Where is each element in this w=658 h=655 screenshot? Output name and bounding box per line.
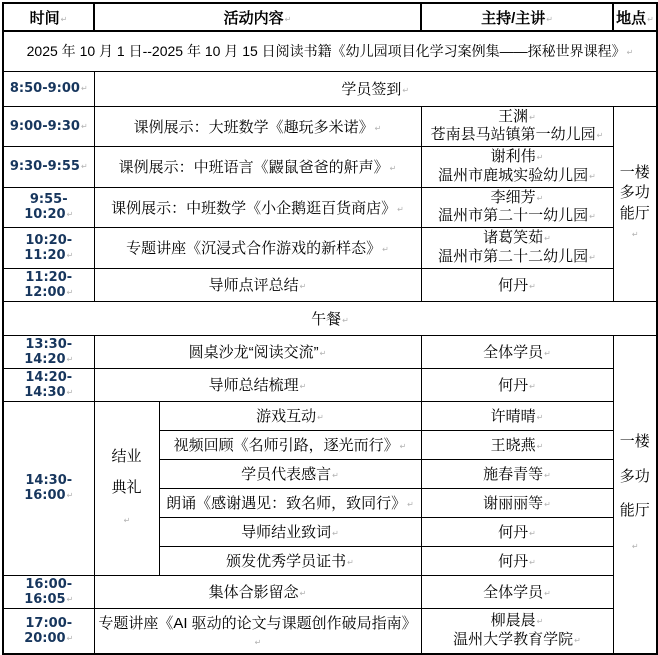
host-name: 何丹 ↵ [498, 277, 536, 294]
ceremony-label: 结业典礼 ↵ [110, 441, 143, 536]
time-text: 14:30-16:00 ↵ [24, 473, 73, 503]
header-host-label: 主持/主讲 ↵ [481, 10, 553, 27]
activity-cell [94, 71, 657, 106]
host-cell [421, 517, 613, 546]
activity-cell [159, 517, 421, 546]
time-cell [3, 268, 94, 301]
header-activity-label: 活动内容 ↵ [224, 10, 292, 27]
activity-text: 学员代表感言 ↵ [241, 466, 339, 483]
table-row-lunch [3, 301, 657, 335]
host-cell [421, 488, 613, 517]
reading-note-row [3, 31, 657, 71]
host-name: 王渊 ↵ [424, 108, 611, 127]
activity-cell [94, 268, 421, 301]
activity-text: 课例展示：中班数学《小企鹅逛百货商店》 ↵ [111, 200, 404, 217]
table-row-lesson1 [3, 106, 657, 147]
activity-text: 视频回顾《名师引路，逐光而行》 ↵ [174, 437, 407, 454]
time-text: 17:00-20:00 ↵ [24, 616, 73, 646]
activity-text: 导师结业致词 ↵ [241, 524, 339, 541]
table-row-salon [3, 335, 657, 368]
host-name: 诸葛笑茹 ↵ [424, 229, 611, 248]
time-cell [3, 335, 94, 368]
time-cell [3, 187, 94, 228]
header-activity [94, 3, 421, 31]
location-cell-morning [613, 106, 657, 301]
time-cell [3, 228, 94, 269]
activity-text: 颁发优秀学员证书 ↵ [226, 553, 354, 570]
activity-cell [94, 335, 421, 368]
activity-cell [159, 401, 421, 430]
table-row-lesson3 [3, 187, 657, 228]
time-cell [3, 71, 94, 106]
host-cell [421, 335, 613, 368]
host-name: 何丹 ↵ [498, 553, 536, 570]
activity-cell [94, 187, 421, 228]
host-cell [421, 228, 613, 269]
ceremony-label-cell [94, 401, 159, 575]
host-cell [421, 459, 613, 488]
host-cell [421, 575, 613, 608]
table-header-row [3, 3, 657, 31]
time-text: 10:20-11:20 ↵ [24, 233, 73, 263]
table-row-summary [3, 368, 657, 401]
time-cell [3, 106, 94, 147]
location-cell-afternoon [613, 335, 657, 654]
time-text: 16:00-16:05 ↵ [24, 577, 73, 607]
reading-note-text: 2025 年 10 月 1 日--2025 年 10 月 15 日阅读书籍《幼儿园项目化学习案例集——探秘世界课程》 ↵ [27, 43, 634, 59]
table-row-review [3, 268, 657, 301]
activity-text: 游戏互动 ↵ [256, 408, 324, 425]
host-cell [421, 147, 613, 188]
header-location-label: 地点 ↵ [616, 10, 654, 27]
time-text: 8:50-9:00 ↵ [10, 81, 88, 96]
time-text: 9:00-9:30 ↵ [10, 119, 88, 134]
host-cell [421, 368, 613, 401]
time-text: 9:55-10:20 ↵ [24, 192, 73, 222]
activity-text: 导师总结梳理 ↵ [209, 377, 307, 394]
host-cell [421, 430, 613, 459]
header-host [421, 3, 613, 31]
host-org: 温州市第二十二幼儿园 ↵ [424, 248, 611, 267]
host-name: 何丹 ↵ [498, 524, 536, 541]
lunch-text: 午餐 ↵ [311, 311, 349, 328]
lunch-cell [3, 301, 657, 335]
activity-cell [94, 147, 421, 188]
activity-cell [94, 368, 421, 401]
schedule-table [2, 2, 658, 655]
host-org: 温州大学教育学院 ↵ [424, 631, 611, 650]
activity-text: 朗诵《感谢遇见：致名师，致同行》 ↵ [166, 495, 414, 512]
header-location [613, 3, 657, 31]
activity-cell [94, 575, 421, 608]
reading-note-cell [3, 31, 657, 71]
host-name: 李细芳 ↵ [424, 189, 611, 208]
table-row-lecture2 [3, 608, 657, 654]
activity-text: 导师点评总结 ↵ [209, 277, 307, 294]
header-time [3, 3, 94, 31]
table-row-ceremony-1 [3, 401, 657, 430]
host-name: 全体学员 ↵ [483, 584, 551, 601]
activity-cell [94, 608, 421, 654]
host-cell [421, 268, 613, 301]
host-cell [421, 546, 613, 575]
activity-text: 学员签到 ↵ [341, 81, 409, 98]
host-cell [421, 608, 613, 654]
header-time-label: 时间 ↵ [30, 10, 68, 27]
host-cell [421, 106, 613, 147]
time-cell [3, 575, 94, 608]
host-name: 王晓燕 ↵ [491, 437, 544, 454]
activity-text: 课例展示：大班数学《趣玩多米诺》 ↵ [134, 119, 382, 136]
time-text: 9:30-9:55 ↵ [10, 159, 88, 174]
host-cell [421, 401, 613, 430]
location-text: 一楼多功能厅 ↵ [620, 164, 650, 242]
table-row-signin [3, 71, 657, 106]
activity-cell [159, 546, 421, 575]
location-text: 一楼多功能厅 ↵ [620, 433, 650, 554]
host-name: 施春青等 ↵ [483, 466, 551, 483]
activity-text: 专题讲座《AI 驱动的论文与课题创作破局指南》 ↵ [98, 615, 416, 650]
host-cell [421, 187, 613, 228]
time-cell [3, 608, 94, 654]
host-org: 温州市鹿城实验幼儿园 ↵ [424, 167, 611, 186]
activity-text: 专题讲座《沉浸式合作游戏的新样态》 ↵ [126, 240, 389, 257]
host-org: 温州市第二十一幼儿园 ↵ [424, 207, 611, 226]
table-row-photo [3, 575, 657, 608]
table-row-lesson2 [3, 147, 657, 188]
activity-cell [94, 228, 421, 269]
activity-text: 集体合影留念 ↵ [209, 584, 307, 601]
activity-cell [159, 459, 421, 488]
activity-cell [94, 106, 421, 147]
time-text: 11:20-12:00 ↵ [24, 270, 73, 300]
host-org: 苍南县马站镇第一幼儿园 ↵ [424, 126, 611, 145]
time-cell [3, 368, 94, 401]
activity-text: 课例展示：中班语言《鼹鼠爸爸的鼾声》 ↵ [119, 159, 397, 176]
time-cell [3, 147, 94, 188]
activity-text: 圆桌沙龙“阅读交流” ↵ [189, 344, 327, 361]
time-cell-ceremony [3, 401, 94, 575]
activity-cell [159, 488, 421, 517]
activity-cell [159, 430, 421, 459]
host-name: 全体学员 ↵ [483, 344, 551, 361]
host-name: 谢利伟 ↵ [424, 148, 611, 167]
time-text: 13:30-14:20 ↵ [24, 337, 73, 367]
table-row-lecture1 [3, 228, 657, 269]
host-name: 柳晨晨 ↵ [424, 612, 611, 631]
host-name: 何丹 ↵ [498, 377, 536, 394]
host-name: 谢丽丽等 ↵ [483, 495, 551, 512]
host-name: 许晴晴 ↵ [491, 408, 544, 425]
time-text: 14:20-14:30 ↵ [24, 370, 73, 400]
